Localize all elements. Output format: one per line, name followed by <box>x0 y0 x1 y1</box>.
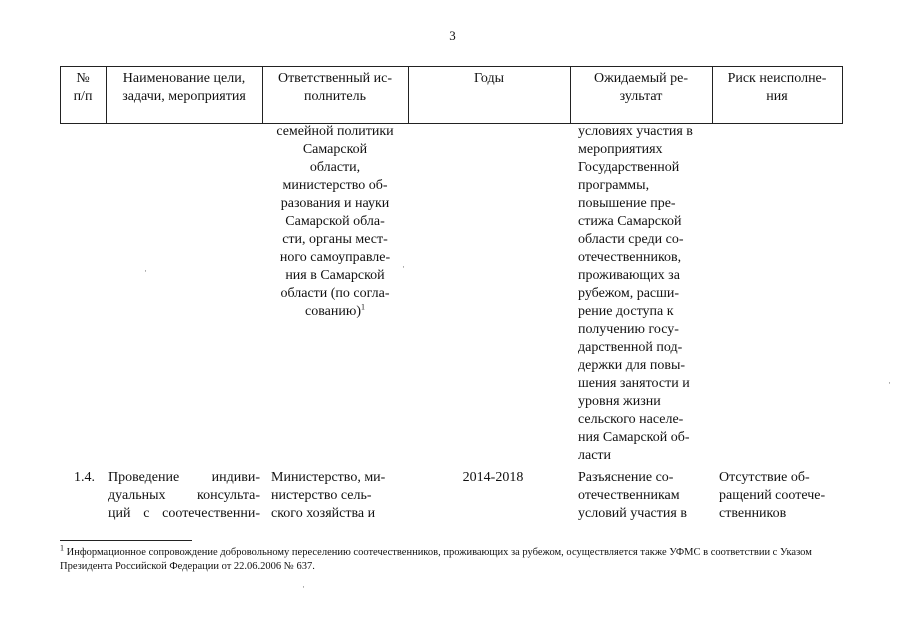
header-executor: Ответственный ис- полнитель <box>277 71 393 104</box>
scan-speck: · <box>402 262 405 272</box>
row-1-4-result: Разъяснение со- отечественникам условий участия в <box>578 470 687 521</box>
footnote-text: Информационное сопровождение добровольному переселению соотечественников, проживающих за рубежом, осуществляется также УФМС в соответствии с Указом Президента Российской Федерации от 22.06.2006 № 637. <box>60 547 812 572</box>
continued-result-cell: условиях участия в мероприятиях Государственной программы, повышение пре- стижа Самарской области среди со- отечественников, проживающих за рубежом, расши- рение доступа к получению госу- дарственной под- держки для повы- шения занятости и уровня жизни сельского населе- ния Самарской об- ласти <box>578 124 693 463</box>
header-result: Ожидаемый ре- зультат <box>594 71 688 104</box>
header-name: Наименование цели, задачи, мероприятия <box>122 71 246 104</box>
table-header-bottom-border <box>60 123 842 124</box>
scan-speck: · <box>302 582 305 592</box>
continued-executor-cell: семейной политики Самарской области, министерство об- разования и науки Самарской обла- сти, органы мест- ного самоуправле- ния в Самарской области (по согла- сованию)$^1$ <box>276 124 394 319</box>
row-1-4-executor: Министерство, ми- нистерство сель- ского хозяйства и <box>271 470 386 521</box>
header-years: Годы <box>474 71 504 86</box>
scan-speck: · <box>144 266 147 276</box>
table-top-border <box>60 66 842 67</box>
row-1-4-risk: Отсутствие об- ращений соотече- ственников <box>719 470 826 521</box>
row-1-4-years: 2014-2018 <box>462 470 524 485</box>
scan-speck: · <box>888 378 891 388</box>
header-num: № п/п <box>73 71 93 104</box>
table-border <box>842 66 843 124</box>
footnote-reference: 1 <box>360 302 365 312</box>
footnote-separator <box>60 540 192 541</box>
row-1-4-name: Проведение индиви- дуальных консульта- ций с соотечественни- <box>108 470 260 521</box>
footnote <box>60 543 850 574</box>
page-number: 3 <box>449 28 456 43</box>
header-risk: Риск неисполне- ния <box>727 71 827 104</box>
footnote-mark: 1 <box>60 543 64 553</box>
row-1-4-num: 1.4. <box>74 470 95 485</box>
